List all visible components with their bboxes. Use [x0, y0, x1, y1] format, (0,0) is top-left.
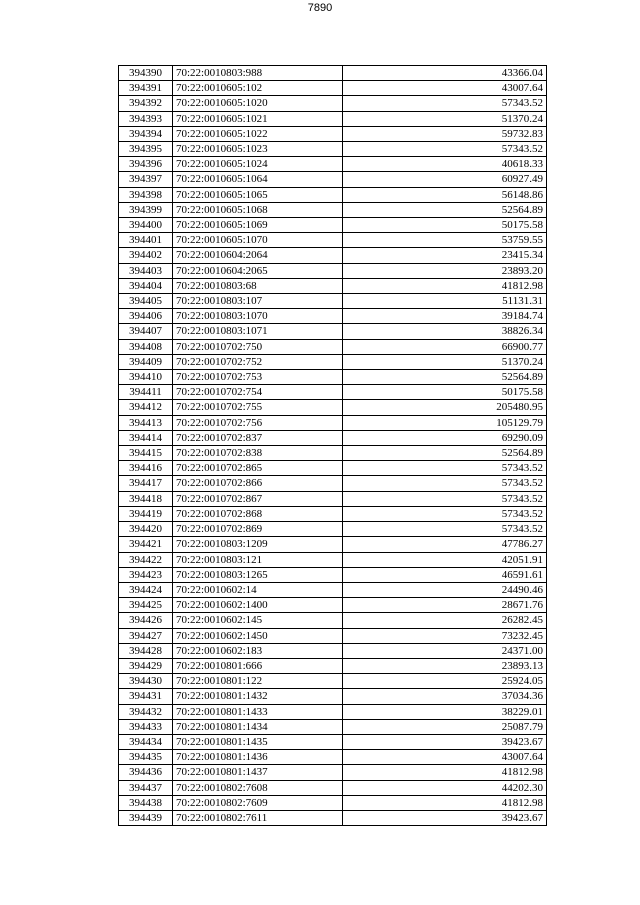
cadastral-number-cell: 70:22:0010605:102 — [173, 81, 343, 96]
table-row — [119, 567, 547, 582]
row-id-cell: 394407 — [119, 324, 173, 339]
value-cell: 26282.45 — [343, 613, 547, 628]
row-id-cell: 394390 — [119, 66, 173, 81]
value-cell: 66900.77 — [343, 339, 547, 354]
table-row — [119, 111, 547, 126]
cadastral-number-cell: 70:22:0010605:1070 — [173, 233, 343, 248]
table-row — [119, 430, 547, 445]
value-cell: 52564.89 — [343, 446, 547, 461]
table-body — [119, 66, 547, 826]
table-row — [119, 476, 547, 491]
table-row — [119, 780, 547, 795]
cadastral-number-cell: 70:22:0010605:1023 — [173, 142, 343, 157]
row-id-cell: 394399 — [119, 202, 173, 217]
value-cell: 23893.13 — [343, 658, 547, 673]
cadastral-number-cell: 70:22:0010702:869 — [173, 522, 343, 537]
value-cell: 56148.86 — [343, 187, 547, 202]
table-row — [119, 233, 547, 248]
cadastral-number-cell: 70:22:0010605:1020 — [173, 96, 343, 111]
cadastral-number-cell: 70:22:0010605:1021 — [173, 111, 343, 126]
value-cell: 28671.76 — [343, 598, 547, 613]
table-row — [119, 385, 547, 400]
cadastral-number-cell: 70:22:0010802:7609 — [173, 795, 343, 810]
cadastral-number-cell: 70:22:0010802:7611 — [173, 810, 343, 825]
cadastral-number-cell: 70:22:0010801:1434 — [173, 719, 343, 734]
cadastral-number-cell: 70:22:0010702:866 — [173, 476, 343, 491]
table-row — [119, 172, 547, 187]
value-cell: 51131.31 — [343, 294, 547, 309]
value-cell: 24371.00 — [343, 643, 547, 658]
table-row — [119, 294, 547, 309]
row-id-cell: 394398 — [119, 187, 173, 202]
cadastral-number-cell: 70:22:0010803:1209 — [173, 537, 343, 552]
value-cell: 57343.52 — [343, 96, 547, 111]
table-row — [119, 765, 547, 780]
cadastral-number-cell: 70:22:0010602:145 — [173, 613, 343, 628]
value-cell: 42051.91 — [343, 552, 547, 567]
cadastral-number-cell: 70:22:0010702:755 — [173, 400, 343, 415]
row-id-cell: 394396 — [119, 157, 173, 172]
cadastral-number-cell: 70:22:0010702:838 — [173, 446, 343, 461]
value-cell: 25087.79 — [343, 719, 547, 734]
table-row — [119, 157, 547, 172]
table-row — [119, 506, 547, 521]
row-id-cell: 394424 — [119, 582, 173, 597]
value-cell: 41812.98 — [343, 795, 547, 810]
row-id-cell: 394414 — [119, 430, 173, 445]
table-row — [119, 613, 547, 628]
value-cell: 46591.61 — [343, 567, 547, 582]
row-id-cell: 394403 — [119, 263, 173, 278]
table-row — [119, 704, 547, 719]
row-id-cell: 394404 — [119, 278, 173, 293]
value-cell: 23415.34 — [343, 248, 547, 263]
value-cell: 43007.64 — [343, 81, 547, 96]
cadastral-number-cell: 70:22:0010702:756 — [173, 415, 343, 430]
cadastral-number-cell: 70:22:0010801:122 — [173, 674, 343, 689]
value-cell: 53759.55 — [343, 233, 547, 248]
row-id-cell: 394420 — [119, 522, 173, 537]
value-cell: 57343.52 — [343, 522, 547, 537]
row-id-cell: 394391 — [119, 81, 173, 96]
value-cell: 39423.67 — [343, 810, 547, 825]
row-id-cell: 394434 — [119, 734, 173, 749]
value-cell: 25924.05 — [343, 674, 547, 689]
table-row — [119, 598, 547, 613]
cadastral-number-cell: 70:22:0010605:1064 — [173, 172, 343, 187]
table-row — [119, 522, 547, 537]
row-id-cell: 394438 — [119, 795, 173, 810]
cadastral-number-cell: 70:22:0010605:1024 — [173, 157, 343, 172]
table-row — [119, 278, 547, 293]
row-id-cell: 394401 — [119, 233, 173, 248]
row-id-cell: 394397 — [119, 172, 173, 187]
row-id-cell: 394431 — [119, 689, 173, 704]
value-cell: 51370.24 — [343, 354, 547, 369]
row-id-cell: 394394 — [119, 126, 173, 141]
row-id-cell: 394425 — [119, 598, 173, 613]
table-row — [119, 674, 547, 689]
value-cell: 57343.52 — [343, 476, 547, 491]
table-row — [119, 628, 547, 643]
row-id-cell: 394423 — [119, 567, 173, 582]
row-id-cell: 394408 — [119, 339, 173, 354]
table-row — [119, 400, 547, 415]
value-cell: 38826.34 — [343, 324, 547, 339]
row-id-cell: 394428 — [119, 643, 173, 658]
table-row — [119, 309, 547, 324]
cadastral-number-cell: 70:22:0010702:837 — [173, 430, 343, 445]
value-cell: 39423.67 — [343, 734, 547, 749]
table-row — [119, 248, 547, 263]
table-row — [119, 689, 547, 704]
cadastral-number-cell: 70:22:0010702:754 — [173, 385, 343, 400]
cadastral-number-cell: 70:22:0010803:1265 — [173, 567, 343, 582]
row-id-cell: 394426 — [119, 613, 173, 628]
value-cell: 23893.20 — [343, 263, 547, 278]
cadastral-number-cell: 70:22:0010702:865 — [173, 461, 343, 476]
table-row — [119, 202, 547, 217]
table-row — [119, 734, 547, 749]
value-cell: 73232.45 — [343, 628, 547, 643]
value-cell: 205480.95 — [343, 400, 547, 415]
cadastral-number-cell: 70:22:0010602:1400 — [173, 598, 343, 613]
cadastral-number-cell: 70:22:0010605:1065 — [173, 187, 343, 202]
value-cell: 39184.74 — [343, 309, 547, 324]
table-row — [119, 750, 547, 765]
value-cell: 40618.33 — [343, 157, 547, 172]
value-cell: 38229.01 — [343, 704, 547, 719]
cadastral-number-cell: 70:22:0010602:14 — [173, 582, 343, 597]
row-id-cell: 394392 — [119, 96, 173, 111]
row-id-cell: 394417 — [119, 476, 173, 491]
cadastral-number-cell: 70:22:0010702:868 — [173, 506, 343, 521]
table-row — [119, 81, 547, 96]
row-id-cell: 394402 — [119, 248, 173, 263]
value-cell: 24490.46 — [343, 582, 547, 597]
cadastral-number-cell: 70:22:0010604:2064 — [173, 248, 343, 263]
cadastral-number-cell: 70:22:0010702:867 — [173, 491, 343, 506]
value-cell: 57343.52 — [343, 461, 547, 476]
table-row — [119, 66, 547, 81]
row-id-cell: 394427 — [119, 628, 173, 643]
row-id-cell: 394410 — [119, 370, 173, 385]
value-cell: 52564.89 — [343, 202, 547, 217]
data-table — [118, 65, 547, 826]
cadastral-number-cell: 70:22:0010801:1433 — [173, 704, 343, 719]
row-id-cell: 394432 — [119, 704, 173, 719]
value-cell: 43366.04 — [343, 66, 547, 81]
row-id-cell: 394415 — [119, 446, 173, 461]
row-id-cell: 394422 — [119, 552, 173, 567]
value-cell: 57343.52 — [343, 142, 547, 157]
cadastral-number-cell: 70:22:0010801:666 — [173, 658, 343, 673]
row-id-cell: 394433 — [119, 719, 173, 734]
table-row — [119, 339, 547, 354]
cadastral-number-cell: 70:22:0010803:68 — [173, 278, 343, 293]
cadastral-number-cell: 70:22:0010602:183 — [173, 643, 343, 658]
cadastral-number-cell: 70:22:0010605:1068 — [173, 202, 343, 217]
table-row — [119, 415, 547, 430]
cadastral-number-cell: 70:22:0010801:1435 — [173, 734, 343, 749]
row-id-cell: 394405 — [119, 294, 173, 309]
cadastral-number-cell: 70:22:0010803:121 — [173, 552, 343, 567]
value-cell: 57343.52 — [343, 506, 547, 521]
table-row — [119, 582, 547, 597]
row-id-cell: 394436 — [119, 765, 173, 780]
table-row — [119, 446, 547, 461]
table-row — [119, 810, 547, 825]
table-row — [119, 187, 547, 202]
row-id-cell: 394435 — [119, 750, 173, 765]
row-id-cell: 394393 — [119, 111, 173, 126]
cadastral-number-cell: 70:22:0010803:1070 — [173, 309, 343, 324]
table-row — [119, 537, 547, 552]
table-row — [119, 142, 547, 157]
cadastral-number-cell: 70:22:0010801:1436 — [173, 750, 343, 765]
table-row — [119, 658, 547, 673]
value-cell: 47786.27 — [343, 537, 547, 552]
cadastral-number-cell: 70:22:0010801:1437 — [173, 765, 343, 780]
cadastral-number-cell: 70:22:0010702:752 — [173, 354, 343, 369]
cadastral-number-cell: 70:22:0010801:1432 — [173, 689, 343, 704]
row-id-cell: 394421 — [119, 537, 173, 552]
row-id-cell: 394412 — [119, 400, 173, 415]
table-row — [119, 354, 547, 369]
table-row — [119, 324, 547, 339]
page-number: 7890 — [307, 2, 333, 14]
row-id-cell: 394406 — [119, 309, 173, 324]
value-cell: 60927.49 — [343, 172, 547, 187]
value-cell: 41812.98 — [343, 278, 547, 293]
cadastral-number-cell: 70:22:0010803:988 — [173, 66, 343, 81]
cadastral-number-cell: 70:22:0010803:107 — [173, 294, 343, 309]
table-row — [119, 491, 547, 506]
row-id-cell: 394439 — [119, 810, 173, 825]
value-cell: 44202.30 — [343, 780, 547, 795]
table-row — [119, 370, 547, 385]
row-id-cell: 394395 — [119, 142, 173, 157]
row-id-cell: 394437 — [119, 780, 173, 795]
table-row — [119, 795, 547, 810]
row-id-cell: 394418 — [119, 491, 173, 506]
table-row — [119, 263, 547, 278]
table-row — [119, 126, 547, 141]
cadastral-number-cell: 70:22:0010803:1071 — [173, 324, 343, 339]
cadastral-number-cell: 70:22:0010605:1022 — [173, 126, 343, 141]
cadastral-number-cell: 70:22:0010605:1069 — [173, 218, 343, 233]
cadastral-number-cell: 70:22:0010802:7608 — [173, 780, 343, 795]
value-cell: 37034.36 — [343, 689, 547, 704]
row-id-cell: 394400 — [119, 218, 173, 233]
row-id-cell: 394430 — [119, 674, 173, 689]
value-cell: 52564.89 — [343, 370, 547, 385]
value-cell: 105129.79 — [343, 415, 547, 430]
table-row — [119, 643, 547, 658]
cadastral-number-cell: 70:22:0010702:750 — [173, 339, 343, 354]
row-id-cell: 394429 — [119, 658, 173, 673]
table-row — [119, 461, 547, 476]
row-id-cell: 394409 — [119, 354, 173, 369]
table-row — [119, 719, 547, 734]
value-cell: 51370.24 — [343, 111, 547, 126]
value-cell: 57343.52 — [343, 491, 547, 506]
table-row — [119, 96, 547, 111]
table-row — [119, 552, 547, 567]
value-cell: 43007.64 — [343, 750, 547, 765]
row-id-cell: 394416 — [119, 461, 173, 476]
row-id-cell: 394411 — [119, 385, 173, 400]
cadastral-number-cell: 70:22:0010702:753 — [173, 370, 343, 385]
value-cell: 50175.58 — [343, 385, 547, 400]
value-cell: 50175.58 — [343, 218, 547, 233]
row-id-cell: 394419 — [119, 506, 173, 521]
cadastral-number-cell: 70:22:0010602:1450 — [173, 628, 343, 643]
value-cell: 69290.09 — [343, 430, 547, 445]
value-cell: 41812.98 — [343, 765, 547, 780]
value-cell: 59732.83 — [343, 126, 547, 141]
table-row — [119, 218, 547, 233]
row-id-cell: 394413 — [119, 415, 173, 430]
cadastral-number-cell: 70:22:0010604:2065 — [173, 263, 343, 278]
